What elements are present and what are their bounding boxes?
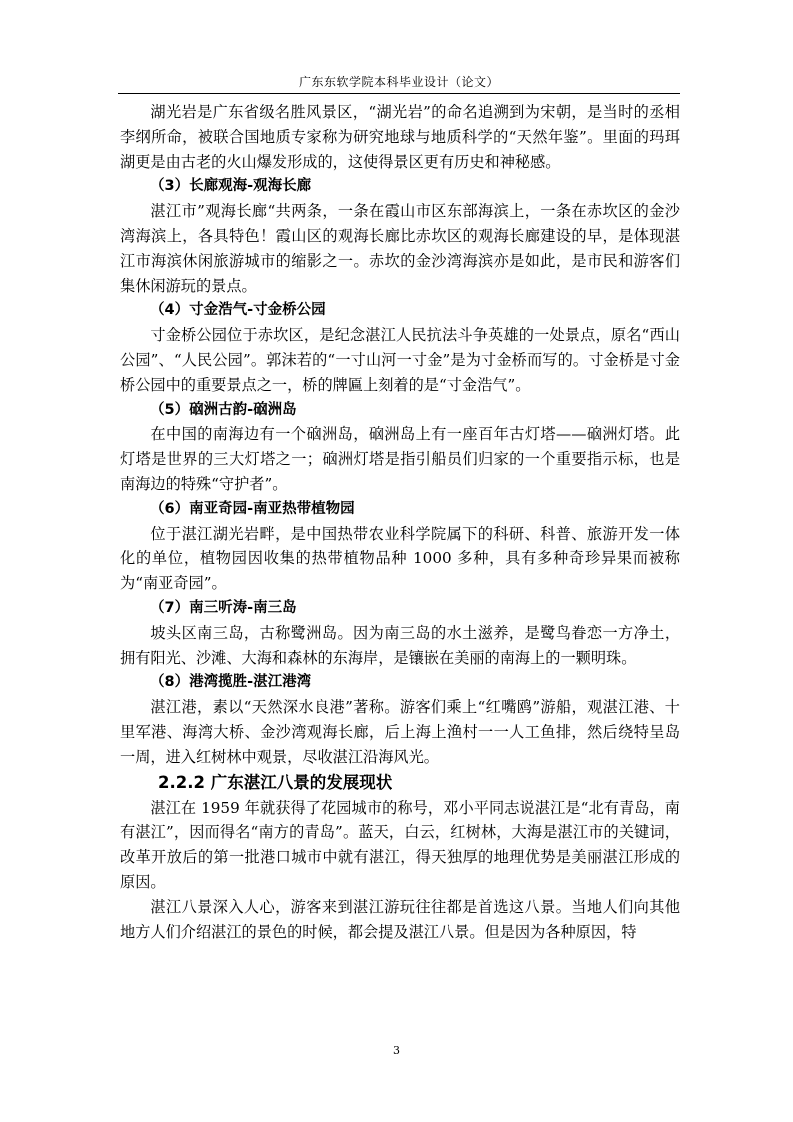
subheading-4: （4）寸金浩气-寸金桥公园: [150, 302, 326, 319]
paragraph-guanhai: 湛江市”观海长廊“共两条，一条在霞山市区东部海滨上，一条在赤坎区的金沙湾海滨上，各具特色！霞山区的观海长廊比赤坎区的观海长廊建设的早，是体现湛江市海滨休闲旅游城市的缩影之一。赤坎的金沙湾海滨亦是如此，是市民和游客们集休闲游玩的景点。: [120, 202, 680, 295]
subheading-8: （8）港湾揽胜-湛江港湾: [150, 674, 312, 691]
section-heading-2-2-2: 2.2.2 广东湛江八景的发展现状: [158, 772, 393, 792]
paragraph-zhanjiang: 湛江在 1959 年就获得了花园城市的称号，邓小平同志说湛江是“北有青岛，南有湛江”，因而得名“南方的青岛”。蓝天，白云，红树林，大海是湛江市的关键词，改革开放后的第一批港口城市中就有湛江，得天独厚的地理优势是美丽湛江形成的原因。: [120, 798, 680, 891]
page-number: 3: [393, 1044, 400, 1057]
paragraph-nanya: 位于湛江湖光岩畔，是中国热带农业科学院属下的科研、科普、旅游开发一体化的单位，植物园因收集的热带植物品种 1000 多种，具有多种奇珍异果而被称为“南亚奇园”。: [120, 524, 680, 593]
header-rule: [118, 93, 680, 94]
paragraph-nansan: 坡头区南三岛，古称鹭洲岛。因为南三岛的水土滋养，是鹭鸟眷恋一方净土，拥有阳光、沙滩、大海和森林的东海岸，是镶嵌在美丽的南海上的一颗明珠。: [120, 623, 680, 667]
paragraph-naozhou: 在中国的南海边有一个硇洲岛，硇洲岛上有一座百年古灯塔——硇洲灯塔。此灯塔是世界的三大灯塔之一；硇洲灯塔是指引船员们归家的一个重要指示标，也是南海边的特殊“守护者”。: [120, 425, 680, 493]
subheading-5: （5）硇洲古韵-硇洲岛: [150, 401, 297, 418]
paragraph-huguangyan: 湖光岩是广东省级名胜风景区，“湖光岩”的命名追溯到为宋朝，是当时的丞相李纲所命，被联合国地质专家称为研究地球与地质科学的“天然年鉴”。里面的玛珥湖更是由古老的火山爆发形成的，这使得景区更有历史和神秘感。: [120, 103, 680, 171]
paragraph-bajing: 湛江八景深入人心，游客来到湛江游玩往往都是首选这八景。当地人们向其他地方人们介绍湛江的景色的时候，都会提及湛江八景。但是因为各种原因，特: [120, 897, 680, 941]
subheading-3: （3）长廊观海-观海长廊: [150, 178, 312, 195]
paragraph-gangwan: 湛江港，素以“天然深水良港”著称。游客们乘上“红嘴鸥”游船，观湛江港、十里军港、海湾大桥、金沙湾观海长廊，后上海上渔村一一人工鱼排，然后绕特呈岛一周，进入红树林中观景，尽收湛江沿海风光。: [120, 698, 680, 766]
document-body: [120, 100, 680, 944]
subheading-6: （6）南亚奇园-南亚热带植物园: [150, 500, 355, 517]
subheading-7: （7）南三听涛-南三岛: [150, 599, 297, 616]
paragraph-cunjinqiao: 寸金桥公园位于赤坎区，是纪念湛江人民抗法斗争英雄的一处景点，原名“西山公园”、“人民公园”。郭沫若的“一寸山河一寸金”是为寸金桥而写的。寸金桥是寸金桥公园中的重要景点之一，桥的牌匾上刻着的是“寸金浩气”。: [120, 326, 680, 394]
page-header: 广东东软学院本科毕业设计（论文）: [298, 75, 499, 89]
